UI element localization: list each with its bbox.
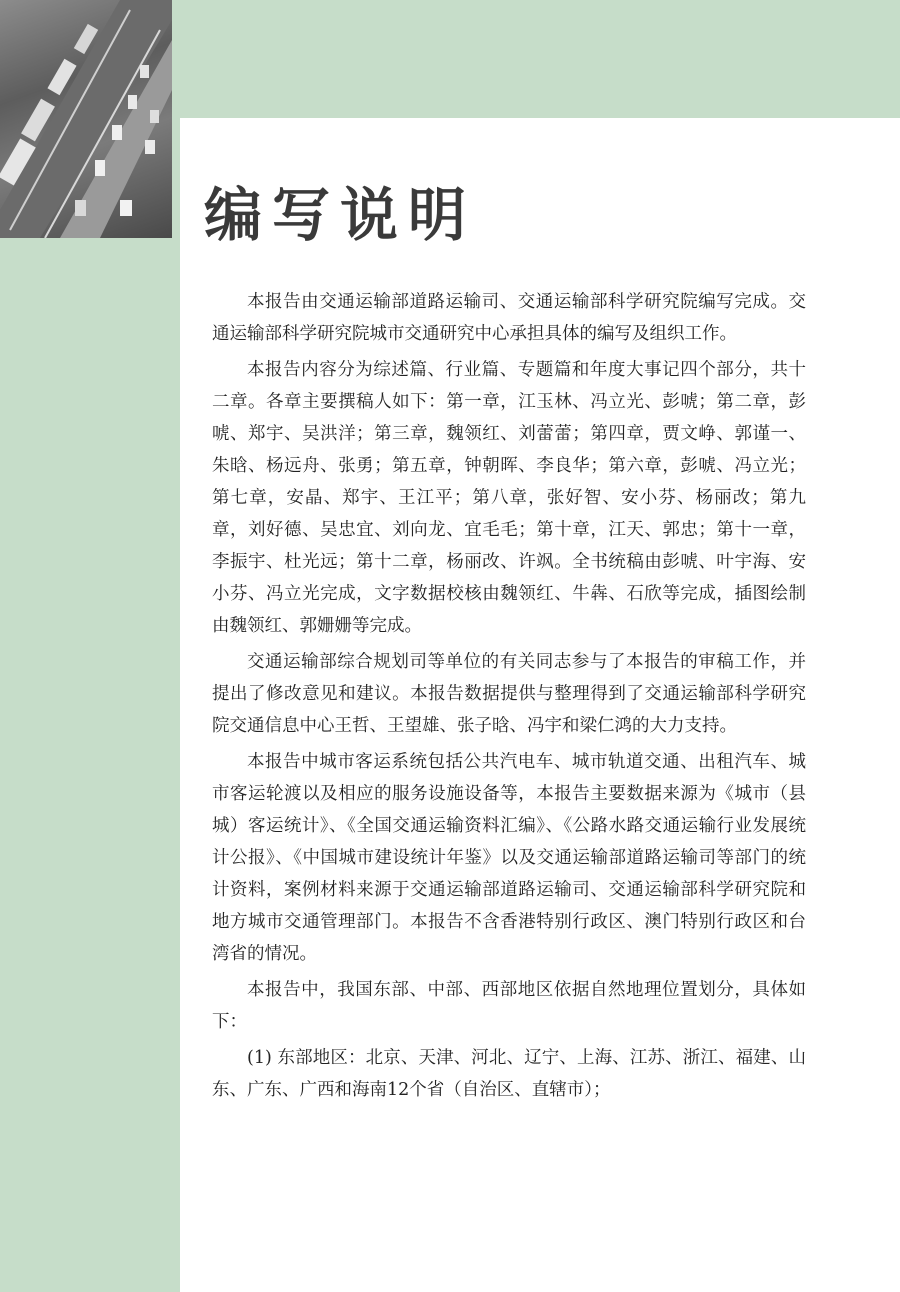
paragraph: 本报告中城市客运系统包括公共汽电车、城市轨道交通、出租汽车、城市客运轮渡以及相应的服务设施设备等，本报告主要数据来源为《城市（县城）客运统计》、《全国交通运输资料汇编》、《公路水路交通运输行业发展统计公报》、《中国城市建设统计年鉴》以及交通运输部道路运输司等部门的统计资料，案例材料来源于交通运输部道路运输司、交通运输部科学研究院和地方城市交通管理部门。本报告不含香港特别行政区、澳门特别行政区和台湾省的情况。	[212, 752, 806, 964]
body-text	[212, 286, 806, 1110]
paragraph: (1) 东部地区：北京、天津、河北、辽宁、上海、江苏、浙江、福建、山东、广东、广西和海南12个省（自治区、直辖市）；	[212, 1048, 806, 1100]
traffic-photo	[0, 0, 172, 238]
page-title: 编写说明	[204, 181, 477, 249]
paragraph: 本报告内容分为综述篇、行业篇、专题篇和年度大事记四个部分，共十二章。各章主要撰稿人如下：第一章，江玉林、冯立光、彭唬；第二章，彭唬、郑宇、吴洪洋；第三章，魏领红、刘蕾蕾；第四章，贾文峥、郭谨一、朱晗、杨远舟、张勇；第五章，钟朝晖、李良华；第六章，彭唬、冯立光；第七章，安晶、郑宇、王江平；第八章，张好智、安小芬、杨丽改；第九章，刘好德、吴忠宜、刘向龙、宜毛毛；第十章，江天、郭忠；第十一章，李振宇、杜光远；第十二章，杨丽改、许飒。全书统稿由彭唬、叶宇海、安小芬、冯立光完成，文字数据校核由魏领红、牛犇、石欣等完成，插图绘制由魏领红、郭姗姗等完成。	[212, 360, 806, 636]
paragraph: 交通运输部综合规划司等单位的有关同志参与了本报告的审稿工作，并提出了修改意见和建议。本报告数据提供与整理得到了交通运输部科学研究院交通信息中心王哲、王望雄、张子晗、冯宇和梁仁鸿的大力支持。	[212, 652, 806, 736]
paragraph: 本报告由交通运输部道路运输司、交通运输部科学研究院编写完成。交通运输部科学研究院城市交通研究中心承担具体的编写及组织工作。	[212, 292, 806, 344]
paragraph: 本报告中，我国东部、中部、西部地区依据自然地理位置划分，具体如下：	[212, 980, 806, 1032]
